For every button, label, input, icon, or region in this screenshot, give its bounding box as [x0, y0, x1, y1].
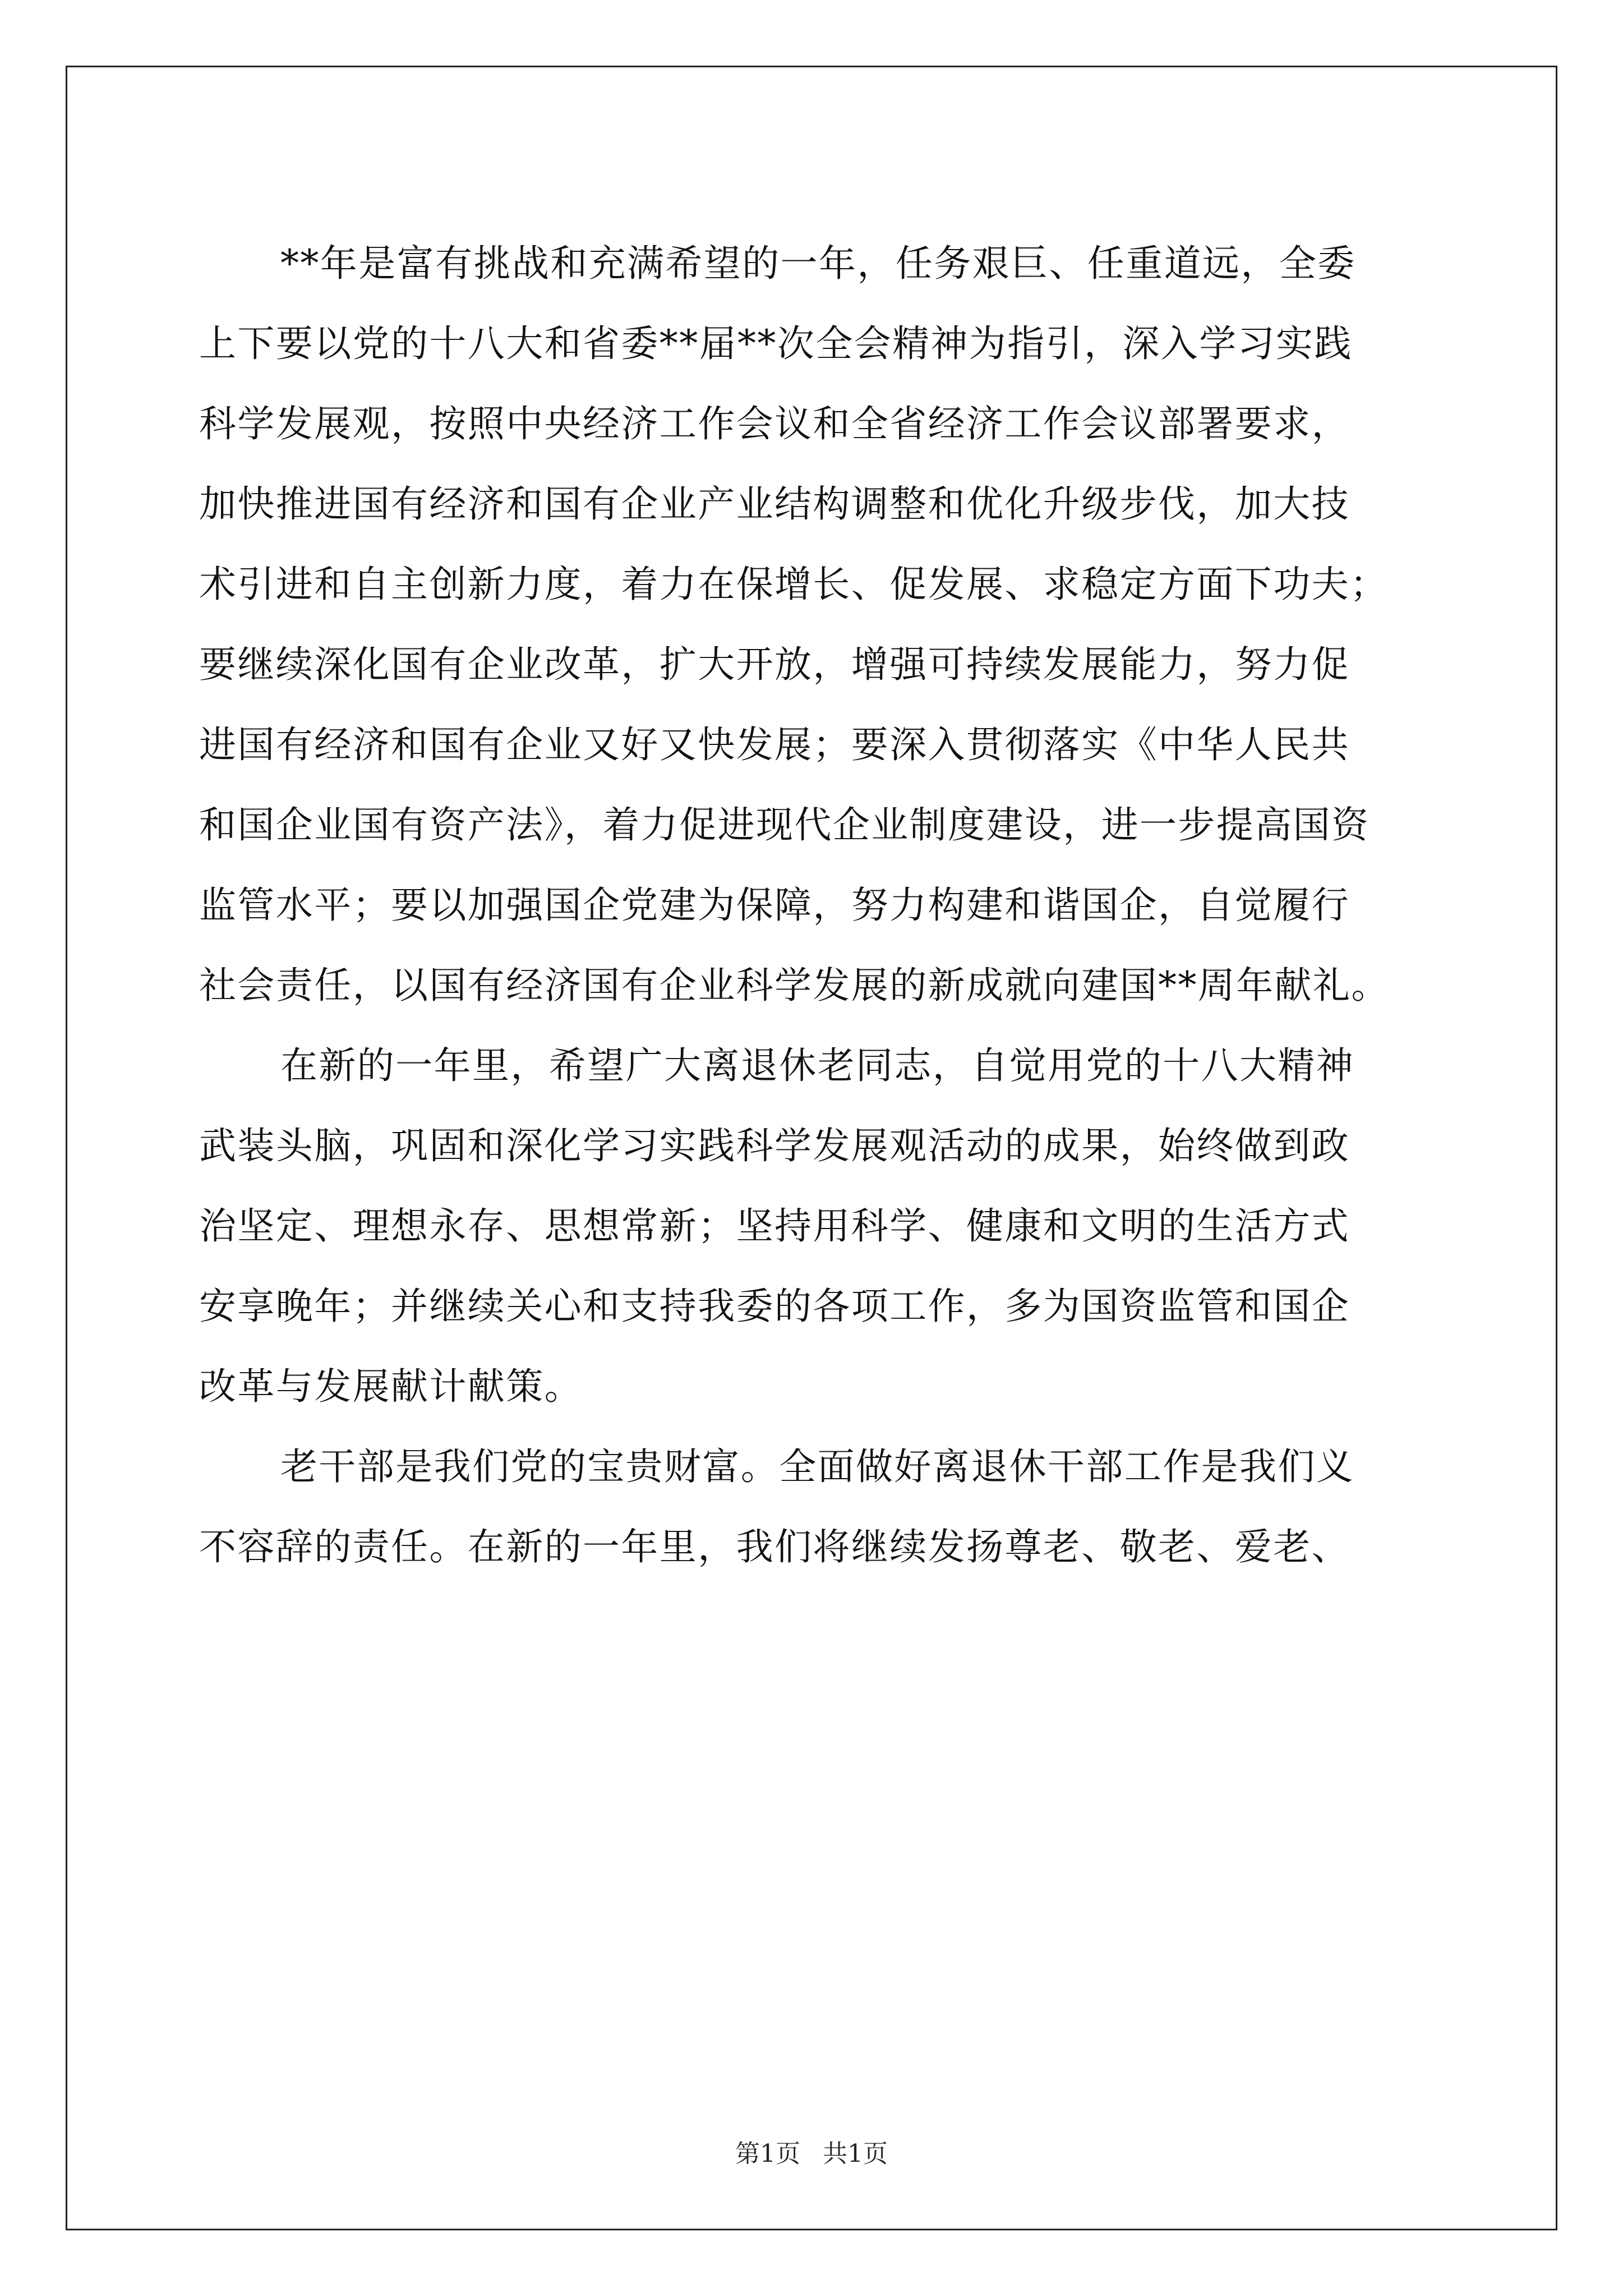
text-line: 上下要以党的十八大和省委**届**次全会精神为指引，深入学习实践 [199, 322, 1353, 365]
text-line: 和国企业国有资产法》，着力促进现代企业制度建设，进一步提高国资 [199, 803, 1370, 846]
text-line: 改革与发展献计献策。 [199, 1365, 583, 1408]
text-line: 要继续深化国有企业改革，扩大开放，增强可持续发展能力，努力促 [199, 643, 1350, 686]
text-line: 武装头脑，巩固和深化学习实践科学发展观活动的成果，始终做到政 [199, 1124, 1350, 1167]
text-line: 社会责任，以国有经济国有企业科学发展的新成就向建国**周年献礼。 [199, 964, 1390, 1007]
text-line: 术引进和自主创新力度，着力在保增长、促发展、求稳定方面下功夫； [199, 563, 1389, 606]
text-line: 进国有经济和国有企业又好又快发展；要深入贯彻落实《中华人民共 [199, 723, 1350, 766]
text-line: 在新的一年里，希望广大离退休老同志，自觉用党的十八大精神 [280, 1044, 1355, 1087]
text-line: 治坚定、理想永存、思想常新；坚持用科学、健康和文明的生活方式 [199, 1204, 1350, 1248]
text-line: 监管水平；要以加强国企党建为保障，努力构建和谐国企，自觉履行 [199, 884, 1350, 927]
text-line: 老干部是我们党的宝贵财富。全面做好离退休干部工作是我们义 [280, 1445, 1355, 1488]
page-number: 第1页 [735, 2139, 800, 2168]
document-body [199, 223, 1427, 1587]
text-line: **年是富有挑战和充满希望的一年，任务艰巨、任重道远，全委 [280, 242, 1356, 285]
text-line: 不容辞的责任。在新的一年里，我们将继续发扬尊老、敬老、爱老、 [199, 1525, 1350, 1568]
page-total: 共1页 [823, 2139, 888, 2168]
text-line: 科学发展观，按照中央经济工作会议和全省经济工作会议部署要求， [199, 402, 1350, 445]
text-line: 安享晚年；并继续关心和支持我委的各项工作，多为国资监管和国企 [199, 1285, 1350, 1328]
text-line: 加快推进国有经济和国有企业产业结构调整和优化升级步伐，加大技 [199, 482, 1350, 526]
page-footer [0, 2137, 1623, 2171]
